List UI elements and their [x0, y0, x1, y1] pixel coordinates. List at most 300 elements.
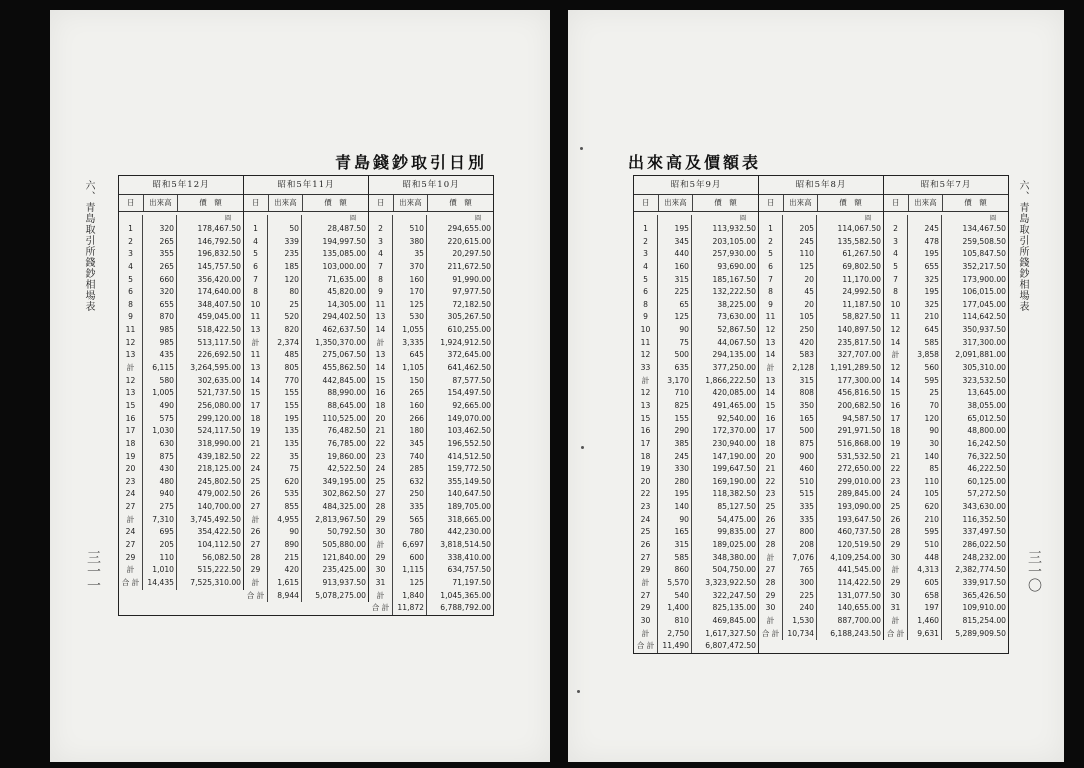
day-cell: 13 — [119, 349, 143, 362]
volume-cell: 195 — [658, 488, 692, 501]
volume-cell: 6,697 — [393, 539, 427, 552]
volume-cell: 440 — [658, 248, 692, 261]
day-cell: 11 — [244, 311, 268, 324]
volume-cell: 10,734 — [783, 628, 817, 641]
value-cell: 339,917.50 — [962, 577, 1006, 587]
day-cell: 計 — [759, 552, 783, 565]
day-cell: 30 — [634, 615, 658, 628]
table-row — [634, 286, 758, 299]
page-number: 三一一 — [85, 550, 101, 592]
value-cell: 365,426.50 — [962, 590, 1006, 600]
volume-cell: 335 — [783, 514, 817, 527]
day-cell: 3 — [634, 248, 658, 261]
day-cell: 10 — [244, 299, 268, 312]
value-cell: 322,247.50 — [712, 590, 756, 600]
day-cell: 30 — [369, 526, 393, 539]
column-header-volume: 出來高 — [784, 195, 818, 211]
day-cell: 計 — [244, 514, 268, 527]
table-row — [244, 337, 368, 350]
volume-cell: 210 — [908, 514, 942, 527]
table-row — [884, 362, 1008, 375]
day-cell: 3 — [119, 248, 143, 261]
volume-cell: 245 — [783, 236, 817, 249]
day-cell: 27 — [759, 564, 783, 577]
scan-speck — [577, 690, 580, 693]
volume-cell: 583 — [783, 349, 817, 362]
table-row — [634, 640, 758, 653]
table-row — [759, 552, 883, 565]
volume-cell: 75 — [268, 463, 302, 476]
day-cell: 30 — [369, 564, 393, 577]
table-row — [119, 349, 243, 362]
volume-cell: 20 — [783, 274, 817, 287]
table-row — [759, 413, 883, 426]
unit-row — [119, 215, 243, 223]
table-row — [759, 223, 883, 236]
value-cell: 203,105.00 — [712, 236, 756, 246]
volume-cell: 595 — [908, 375, 942, 388]
unit-spacer — [119, 215, 143, 223]
value-cell: 97,977.50 — [452, 287, 491, 297]
day-cell: 18 — [119, 438, 143, 451]
volume-cell: 810 — [658, 615, 692, 628]
table-row — [119, 451, 243, 464]
volume-cell: 195 — [908, 286, 942, 299]
value-cell: 1,924,912.50 — [440, 337, 491, 347]
page-number: 三一〇 — [1026, 550, 1042, 592]
day-cell: 6 — [759, 261, 783, 274]
volume-cell: 45 — [783, 286, 817, 299]
day-cell: 6 — [119, 286, 143, 299]
day-cell: 28 — [244, 552, 268, 565]
unit-row — [759, 215, 883, 223]
day-cell: 23 — [759, 488, 783, 501]
value-cell: 484,325.00 — [322, 502, 366, 512]
table-row — [244, 413, 368, 426]
value-cell: 1,617,327.50 — [705, 628, 756, 638]
volume-cell: 585 — [658, 552, 692, 565]
table-row — [119, 337, 243, 350]
day-cell: 計 — [884, 564, 908, 577]
unit-label: 圓 — [349, 215, 356, 222]
table-row — [244, 286, 368, 299]
volume-cell: 185 — [268, 261, 302, 274]
table-row — [634, 438, 758, 451]
volume-cell: 195 — [268, 413, 302, 426]
table-row — [884, 463, 1008, 476]
table-row — [759, 526, 883, 539]
volume-cell: 325 — [908, 299, 942, 312]
table-row — [884, 476, 1008, 489]
volume-cell: 65 — [658, 299, 692, 312]
volume-cell: 655 — [143, 299, 177, 312]
value-cell: 1,866,222.50 — [705, 375, 756, 385]
value-cell: 145,757.50 — [197, 261, 241, 271]
value-cell: 348,380.00 — [712, 552, 756, 562]
day-cell: 17 — [884, 413, 908, 426]
value-cell: 71,197.50 — [452, 577, 491, 587]
table-row — [119, 362, 243, 375]
day-cell: 29 — [119, 552, 143, 565]
value-cell: 257,930.00 — [712, 249, 756, 259]
column-header-volume: 出來高 — [909, 195, 943, 211]
table-row — [634, 299, 758, 312]
day-cell: 19 — [119, 451, 143, 464]
table-row — [634, 425, 758, 438]
table-row — [244, 299, 368, 312]
value-cell: 289,845.00 — [837, 489, 881, 499]
volume-cell: 225 — [658, 286, 692, 299]
volume-cell: 6,115 — [143, 362, 177, 375]
value-cell: 305,267.50 — [447, 312, 491, 322]
table-row — [119, 286, 243, 299]
table-row — [634, 615, 758, 628]
day-cell: 計 — [759, 615, 783, 628]
volume-cell: 1,005 — [143, 387, 177, 400]
table-row — [244, 387, 368, 400]
table-row — [884, 274, 1008, 287]
day-cell: 12 — [634, 387, 658, 400]
value-cell: 291,971.50 — [837, 426, 881, 436]
table-row — [119, 577, 243, 590]
value-cell: 294,135.00 — [712, 350, 756, 360]
day-cell: 7 — [244, 274, 268, 287]
value-cell: 272,650.00 — [837, 464, 881, 474]
day-cell: 計 — [759, 362, 783, 375]
value-cell: 305,310.00 — [962, 363, 1006, 373]
table-row — [369, 539, 493, 552]
volume-cell: 210 — [908, 311, 942, 324]
value-cell: 469,845.00 — [712, 615, 756, 625]
volume-cell: 280 — [658, 476, 692, 489]
day-cell: 合 計 — [884, 628, 908, 641]
table-row — [759, 501, 883, 514]
volume-cell: 1,010 — [143, 564, 177, 577]
day-cell: 9 — [759, 299, 783, 312]
value-cell: 460,737.50 — [837, 527, 881, 537]
volume-cell: 420 — [268, 564, 302, 577]
table-row — [119, 400, 243, 413]
day-cell: 20 — [634, 476, 658, 489]
volume-cell: 535 — [268, 488, 302, 501]
table-row — [369, 425, 493, 438]
table-row — [884, 451, 1008, 464]
volume-cell: 560 — [908, 362, 942, 375]
table-row — [369, 564, 493, 577]
table-row — [634, 476, 758, 489]
day-cell: 1 — [634, 223, 658, 236]
table-row — [369, 514, 493, 527]
value-cell: 177,045.00 — [962, 299, 1006, 309]
table-row — [634, 223, 758, 236]
day-cell: 27 — [634, 590, 658, 603]
volume-cell: 855 — [268, 501, 302, 514]
volume-cell: 825 — [658, 400, 692, 413]
day-cell: 10 — [634, 324, 658, 337]
column-headers — [759, 195, 883, 212]
table-row — [884, 375, 1008, 388]
volume-cell: 645 — [908, 324, 942, 337]
table-row — [759, 349, 883, 362]
value-cell: 178,467.50 — [197, 224, 241, 233]
volume-cell: 320 — [143, 223, 177, 236]
column-header-volume: 出來高 — [394, 195, 428, 211]
volume-cell: 1,530 — [783, 615, 817, 628]
volume-cell: 4,313 — [908, 564, 942, 577]
table-row — [634, 514, 758, 527]
table-row — [119, 488, 243, 501]
column-header-value: 價 額 — [449, 198, 472, 207]
volume-cell: 765 — [783, 564, 817, 577]
day-cell: 11 — [244, 349, 268, 362]
volume-cell: 155 — [268, 400, 302, 413]
volume-cell: 1,115 — [393, 564, 427, 577]
day-cell: 22 — [634, 488, 658, 501]
day-cell: 12 — [119, 337, 143, 350]
day-cell: 29 — [369, 552, 393, 565]
volume-cell: 515 — [783, 488, 817, 501]
day-cell: 1 — [244, 223, 268, 236]
day-cell: 16 — [119, 413, 143, 426]
day-cell: 合 計 — [244, 590, 268, 603]
value-cell: 294,655.00 — [447, 224, 491, 233]
volume-cell: 11,872 — [393, 602, 427, 615]
value-cell: 513,117.50 — [197, 337, 241, 347]
table-row — [884, 223, 1008, 236]
value-cell: 44,067.50 — [717, 337, 756, 347]
volume-cell: 165 — [783, 413, 817, 426]
table-row — [369, 387, 493, 400]
day-cell: 27 — [119, 539, 143, 552]
table-row — [369, 311, 493, 324]
value-cell: 114,642.50 — [962, 312, 1006, 322]
day-cell: 27 — [634, 552, 658, 565]
column-headers — [369, 195, 493, 212]
day-cell: 合 計 — [634, 640, 658, 653]
table-row — [884, 286, 1008, 299]
table-row — [369, 463, 493, 476]
volume-cell: 7,310 — [143, 514, 177, 527]
value-cell: 286,022.50 — [962, 540, 1006, 550]
table-row — [244, 501, 368, 514]
column-header-day: 日 — [884, 195, 909, 211]
value-cell: 194,997.50 — [322, 236, 366, 246]
table-row — [369, 526, 493, 539]
value-cell: 103,462.50 — [447, 426, 491, 436]
volume-cell: 300 — [783, 577, 817, 590]
table-row — [244, 476, 368, 489]
volume-cell: 205 — [143, 539, 177, 552]
day-cell: 12 — [119, 375, 143, 388]
volume-cell: 345 — [658, 236, 692, 249]
table-row — [884, 590, 1008, 603]
unit-spacer — [369, 215, 393, 223]
right-page — [568, 10, 1064, 762]
day-cell: 26 — [244, 488, 268, 501]
table-row — [119, 223, 243, 236]
value-cell: 189,705.00 — [447, 502, 491, 512]
left-page — [50, 10, 550, 762]
value-cell: 352,217.50 — [962, 261, 1006, 271]
volume-cell: 80 — [268, 286, 302, 299]
value-cell: 11,170.00 — [842, 274, 881, 284]
day-cell: 17 — [634, 438, 658, 451]
table-row — [244, 375, 368, 388]
day-cell: 23 — [884, 476, 908, 489]
day-cell: 計 — [119, 514, 143, 527]
volume-cell: 165 — [658, 526, 692, 539]
table-row — [634, 463, 758, 476]
day-cell: 21 — [369, 425, 393, 438]
day-cell: 21 — [884, 451, 908, 464]
volume-cell: 30 — [908, 438, 942, 451]
value-cell: 24,992.50 — [842, 287, 881, 297]
column-header-value: 價 額 — [324, 198, 347, 207]
value-cell: 13,645.00 — [967, 388, 1006, 398]
value-cell: 94,587.50 — [842, 413, 881, 423]
table-row — [244, 236, 368, 249]
day-cell: 3 — [369, 236, 393, 249]
day-cell: 23 — [119, 476, 143, 489]
table-row — [884, 539, 1008, 552]
table-row — [119, 299, 243, 312]
value-cell: 11,187.50 — [842, 299, 881, 309]
day-cell: 11 — [759, 311, 783, 324]
day-cell: 24 — [884, 488, 908, 501]
value-cell: 147,190.00 — [712, 451, 756, 461]
day-cell: 8 — [634, 299, 658, 312]
value-cell: 491,465.00 — [712, 400, 756, 410]
table-row — [369, 274, 493, 287]
volume-cell: 235 — [268, 248, 302, 261]
table-row — [244, 400, 368, 413]
day-cell: 8 — [884, 286, 908, 299]
value-cell: 4,109,254.00 — [830, 552, 881, 562]
scan-speck — [581, 446, 584, 449]
column-header-day: 日 — [244, 195, 269, 211]
table-row — [634, 387, 758, 400]
day-cell: 4 — [634, 261, 658, 274]
day-cell: 27 — [759, 526, 783, 539]
value-cell: 235,817.50 — [837, 337, 881, 347]
column-header-day: 日 — [119, 195, 144, 211]
day-cell: 14 — [759, 349, 783, 362]
table-row — [369, 337, 493, 350]
table-row — [369, 413, 493, 426]
value-cell: 38,055.00 — [967, 400, 1006, 410]
value-cell: 105,847.50 — [962, 249, 1006, 259]
table-row — [759, 476, 883, 489]
day-cell: 22 — [369, 438, 393, 451]
value-cell: 3,745,492.50 — [190, 514, 241, 524]
value-cell: 5,289,909.50 — [955, 628, 1006, 638]
volume-cell: 875 — [143, 451, 177, 464]
column-headers — [119, 195, 243, 212]
volume-cell: 266 — [393, 413, 427, 426]
table-row — [634, 261, 758, 274]
value-cell: 318,665.00 — [447, 514, 491, 524]
volume-cell: 2,128 — [783, 362, 817, 375]
day-cell: 計 — [634, 577, 658, 590]
value-cell: 48,800.00 — [967, 426, 1006, 436]
volume-cell: 600 — [393, 552, 427, 565]
table-row — [884, 236, 1008, 249]
value-cell: 99,835.00 — [717, 527, 756, 537]
value-cell: 114,422.50 — [837, 577, 881, 587]
volume-cell: 197 — [908, 602, 942, 615]
day-cell: 14 — [884, 337, 908, 350]
day-cell: 7 — [884, 274, 908, 287]
day-cell: 17 — [759, 425, 783, 438]
table-row — [119, 425, 243, 438]
table-row — [119, 564, 243, 577]
day-cell: 25 — [634, 526, 658, 539]
unit-spacer — [658, 215, 692, 223]
day-cell: 24 — [244, 463, 268, 476]
unit-spacer — [393, 215, 427, 223]
table-row — [369, 552, 493, 565]
day-cell: 14 — [244, 375, 268, 388]
table-row — [884, 400, 1008, 413]
value-cell: 245,802.50 — [197, 476, 241, 486]
day-cell: 28 — [759, 539, 783, 552]
volume-cell: 565 — [393, 514, 427, 527]
volume-cell: 500 — [658, 349, 692, 362]
table-row — [759, 488, 883, 501]
day-cell: 計 — [634, 375, 658, 388]
day-cell: 13 — [634, 400, 658, 413]
table-row — [634, 375, 758, 388]
volume-cell: 240 — [783, 602, 817, 615]
table-row — [634, 602, 758, 615]
value-cell: 323,532.50 — [962, 375, 1006, 385]
table-body — [119, 212, 243, 590]
day-cell: 合 計 — [369, 602, 393, 615]
table-row — [119, 248, 243, 261]
table-row — [119, 261, 243, 274]
day-cell: 9 — [634, 311, 658, 324]
day-cell: 13 — [759, 337, 783, 350]
day-cell: 15 — [634, 413, 658, 426]
table-row — [759, 590, 883, 603]
volume-cell: 860 — [658, 564, 692, 577]
volume-cell: 208 — [783, 539, 817, 552]
day-cell: 16 — [759, 413, 783, 426]
volume-cell: 435 — [143, 349, 177, 362]
volume-cell: 8,944 — [268, 590, 302, 603]
table-row — [369, 375, 493, 388]
day-cell: 27 — [244, 539, 268, 552]
day-cell: 14 — [759, 387, 783, 400]
column-header-volume: 出來高 — [144, 195, 178, 211]
volume-cell: 125 — [393, 577, 427, 590]
table-heading: 昭和5年11月 — [244, 176, 368, 195]
value-cell: 196,832.50 — [197, 249, 241, 259]
volume-cell: 195 — [908, 248, 942, 261]
value-cell: 149,070.00 — [447, 413, 491, 423]
table-row — [244, 451, 368, 464]
day-cell: 4 — [369, 248, 393, 261]
volume-cell: 335 — [393, 501, 427, 514]
volume-cell: 985 — [143, 337, 177, 350]
table-row — [369, 400, 493, 413]
value-cell: 420,085.00 — [712, 388, 756, 398]
day-cell: 6 — [244, 261, 268, 274]
table-row — [244, 248, 368, 261]
table-row — [884, 337, 1008, 350]
table-row — [884, 438, 1008, 451]
unit-spacer — [143, 215, 177, 223]
